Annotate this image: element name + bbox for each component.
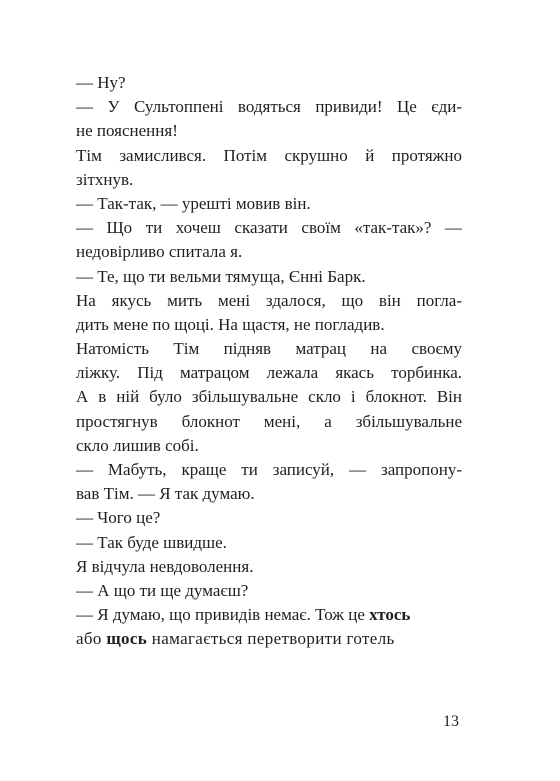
- page-number: 13: [443, 713, 459, 730]
- text-line: — Що ти хочеш сказати своїм «так-так»? —: [76, 218, 462, 238]
- text-line: Натомість Тім підняв матрац на своєму: [76, 339, 462, 359]
- text-line: зітхнув.: [76, 169, 134, 189]
- text-line: [76, 603, 462, 627]
- text-line: — Так-так, — урешті мовив він.: [76, 193, 311, 213]
- text-line: дить мене по щоці. На щастя, не погладив.: [76, 314, 385, 334]
- bold-word: хтось: [369, 605, 411, 625]
- text-line: недовірливо спитала я.: [76, 242, 243, 262]
- text-line: не пояснення!: [76, 121, 178, 141]
- text-line: — А що ти ще думаєш?: [76, 580, 249, 600]
- text-line: — Так буде швидше.: [76, 532, 227, 552]
- text-line: Тім замислився. Потім скрушно й протяжно: [76, 145, 462, 165]
- text-line: — У Сультоппені водяться привиди! Це єди-: [76, 97, 462, 117]
- text-line: простягнув блокнот мені, а збільшувальне: [76, 411, 462, 431]
- text-line: На якусь мить мені здалося, що він погла-: [76, 290, 462, 310]
- text-line: Я відчула невдоволення.: [76, 556, 254, 576]
- text-segment: — Я думаю, що привидів немає. Тож це: [76, 605, 370, 625]
- text-line: — Те, що ти вельми тямуща, Єнні Барк.: [76, 266, 366, 286]
- text-line: А в ній було збільшувальне скло і блокнот. Він: [76, 387, 462, 407]
- page-body-text: [76, 71, 462, 652]
- bold-word: щось: [106, 629, 148, 649]
- text-segment: або: [76, 629, 107, 649]
- text-line: вав Тім. — Я так думаю.: [76, 484, 255, 504]
- text-line: скло лишив собі.: [76, 435, 199, 455]
- text-line: [76, 627, 462, 651]
- text-segment: намагається перетворити готель: [147, 629, 395, 649]
- text-line: — Чого це?: [76, 508, 161, 528]
- text-line: — Ну?: [76, 73, 126, 92]
- text-line: ліжку. Під матрацом лежала якась торбинка.: [76, 363, 462, 383]
- text-line: — Мабуть, краще ти записуй, — запропону-: [76, 460, 462, 479]
